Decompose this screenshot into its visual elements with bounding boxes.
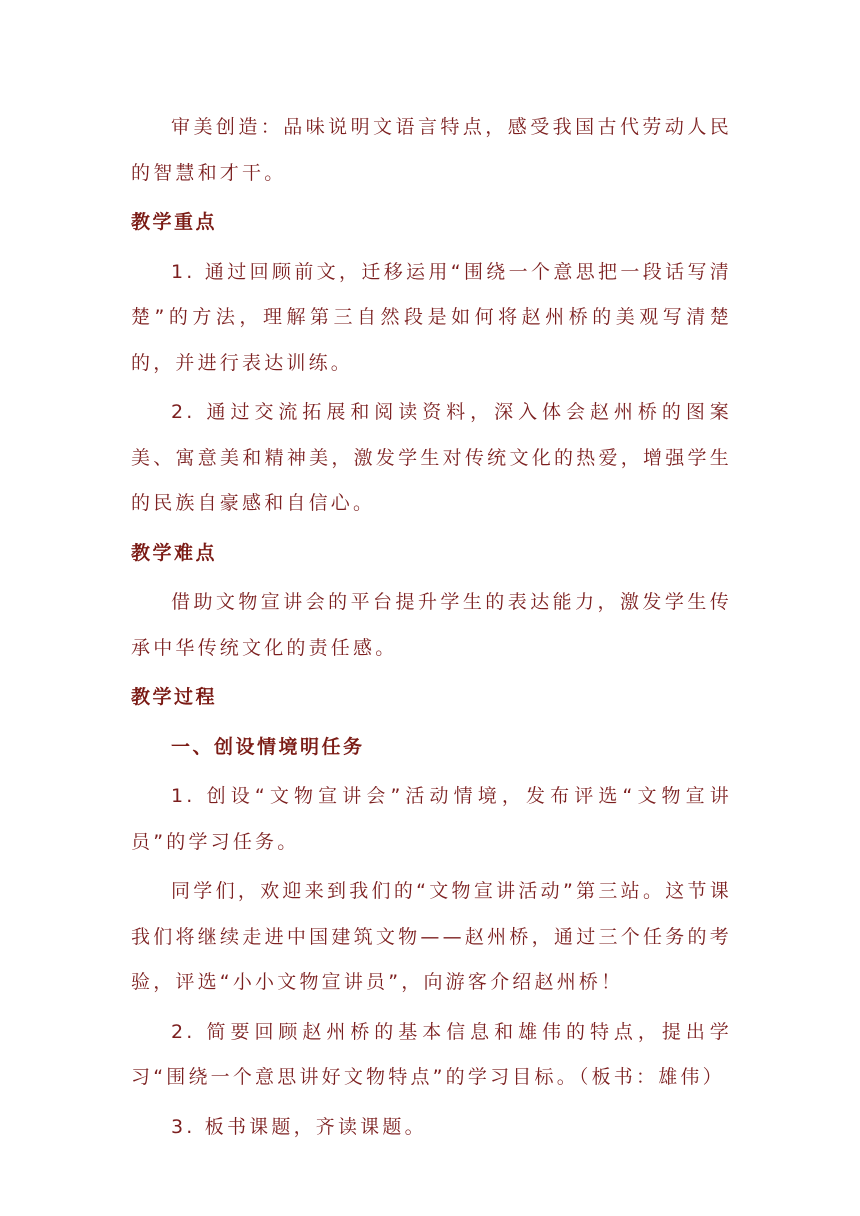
paragraph-step-3: 3. 板书课题，齐读课题。 bbox=[171, 1115, 427, 1138]
paragraph-step-1: 1. 创设“文物宣讲会”活动情境，发布评选“文物宣讲员”的学习任务。 bbox=[131, 785, 732, 853]
paragraph-step-1-speech: 同学们，欢迎来到我们的“文物宣讲活动”第三站。这节课我们将继续走进中国建筑文物——赵州桥，通过三个任务的考验，评选“小小文物宣讲员”，向游客介绍赵州桥！ bbox=[131, 880, 732, 993]
subheading-section-1: 一、创设情境明任务 bbox=[171, 735, 365, 758]
paragraph-key-2: 2. 通过交流拓展和阅读资料，深入体会赵州桥的图案美、寓意美和精神美，激发学生对传统文化的热爱，增强学生的民族自豪感和自信心。 bbox=[131, 401, 732, 514]
paragraph-key-1: 1. 通过回顾前文，迁移运用“围绕一个意思把一段话写清楚”的方法，理解第三自然段是如何将赵州桥的美观写清楚的，并进行表达训练。 bbox=[131, 260, 732, 374]
paragraph-difficulty-1: 借助文物宣讲会的平台提升学生的表达能力，激发学生传承中华传统文化的责任感。 bbox=[131, 591, 732, 659]
paragraph-aesthetic: 审美创造：品味说明文语言特点，感受我国古代劳动人民的智慧和才干。 bbox=[131, 116, 732, 184]
paragraph-step-2: 2. 简要回顾赵州桥的基本信息和雄伟的特点，提出学习“围绕一个意思讲好文物特点”的学习目标。（板书：雄伟） bbox=[131, 1020, 732, 1088]
heading-difficulties: 教学难点 bbox=[131, 541, 218, 564]
heading-teaching-process: 教学过程 bbox=[131, 686, 218, 708]
heading-key-points: 教学重点 bbox=[131, 211, 218, 233]
